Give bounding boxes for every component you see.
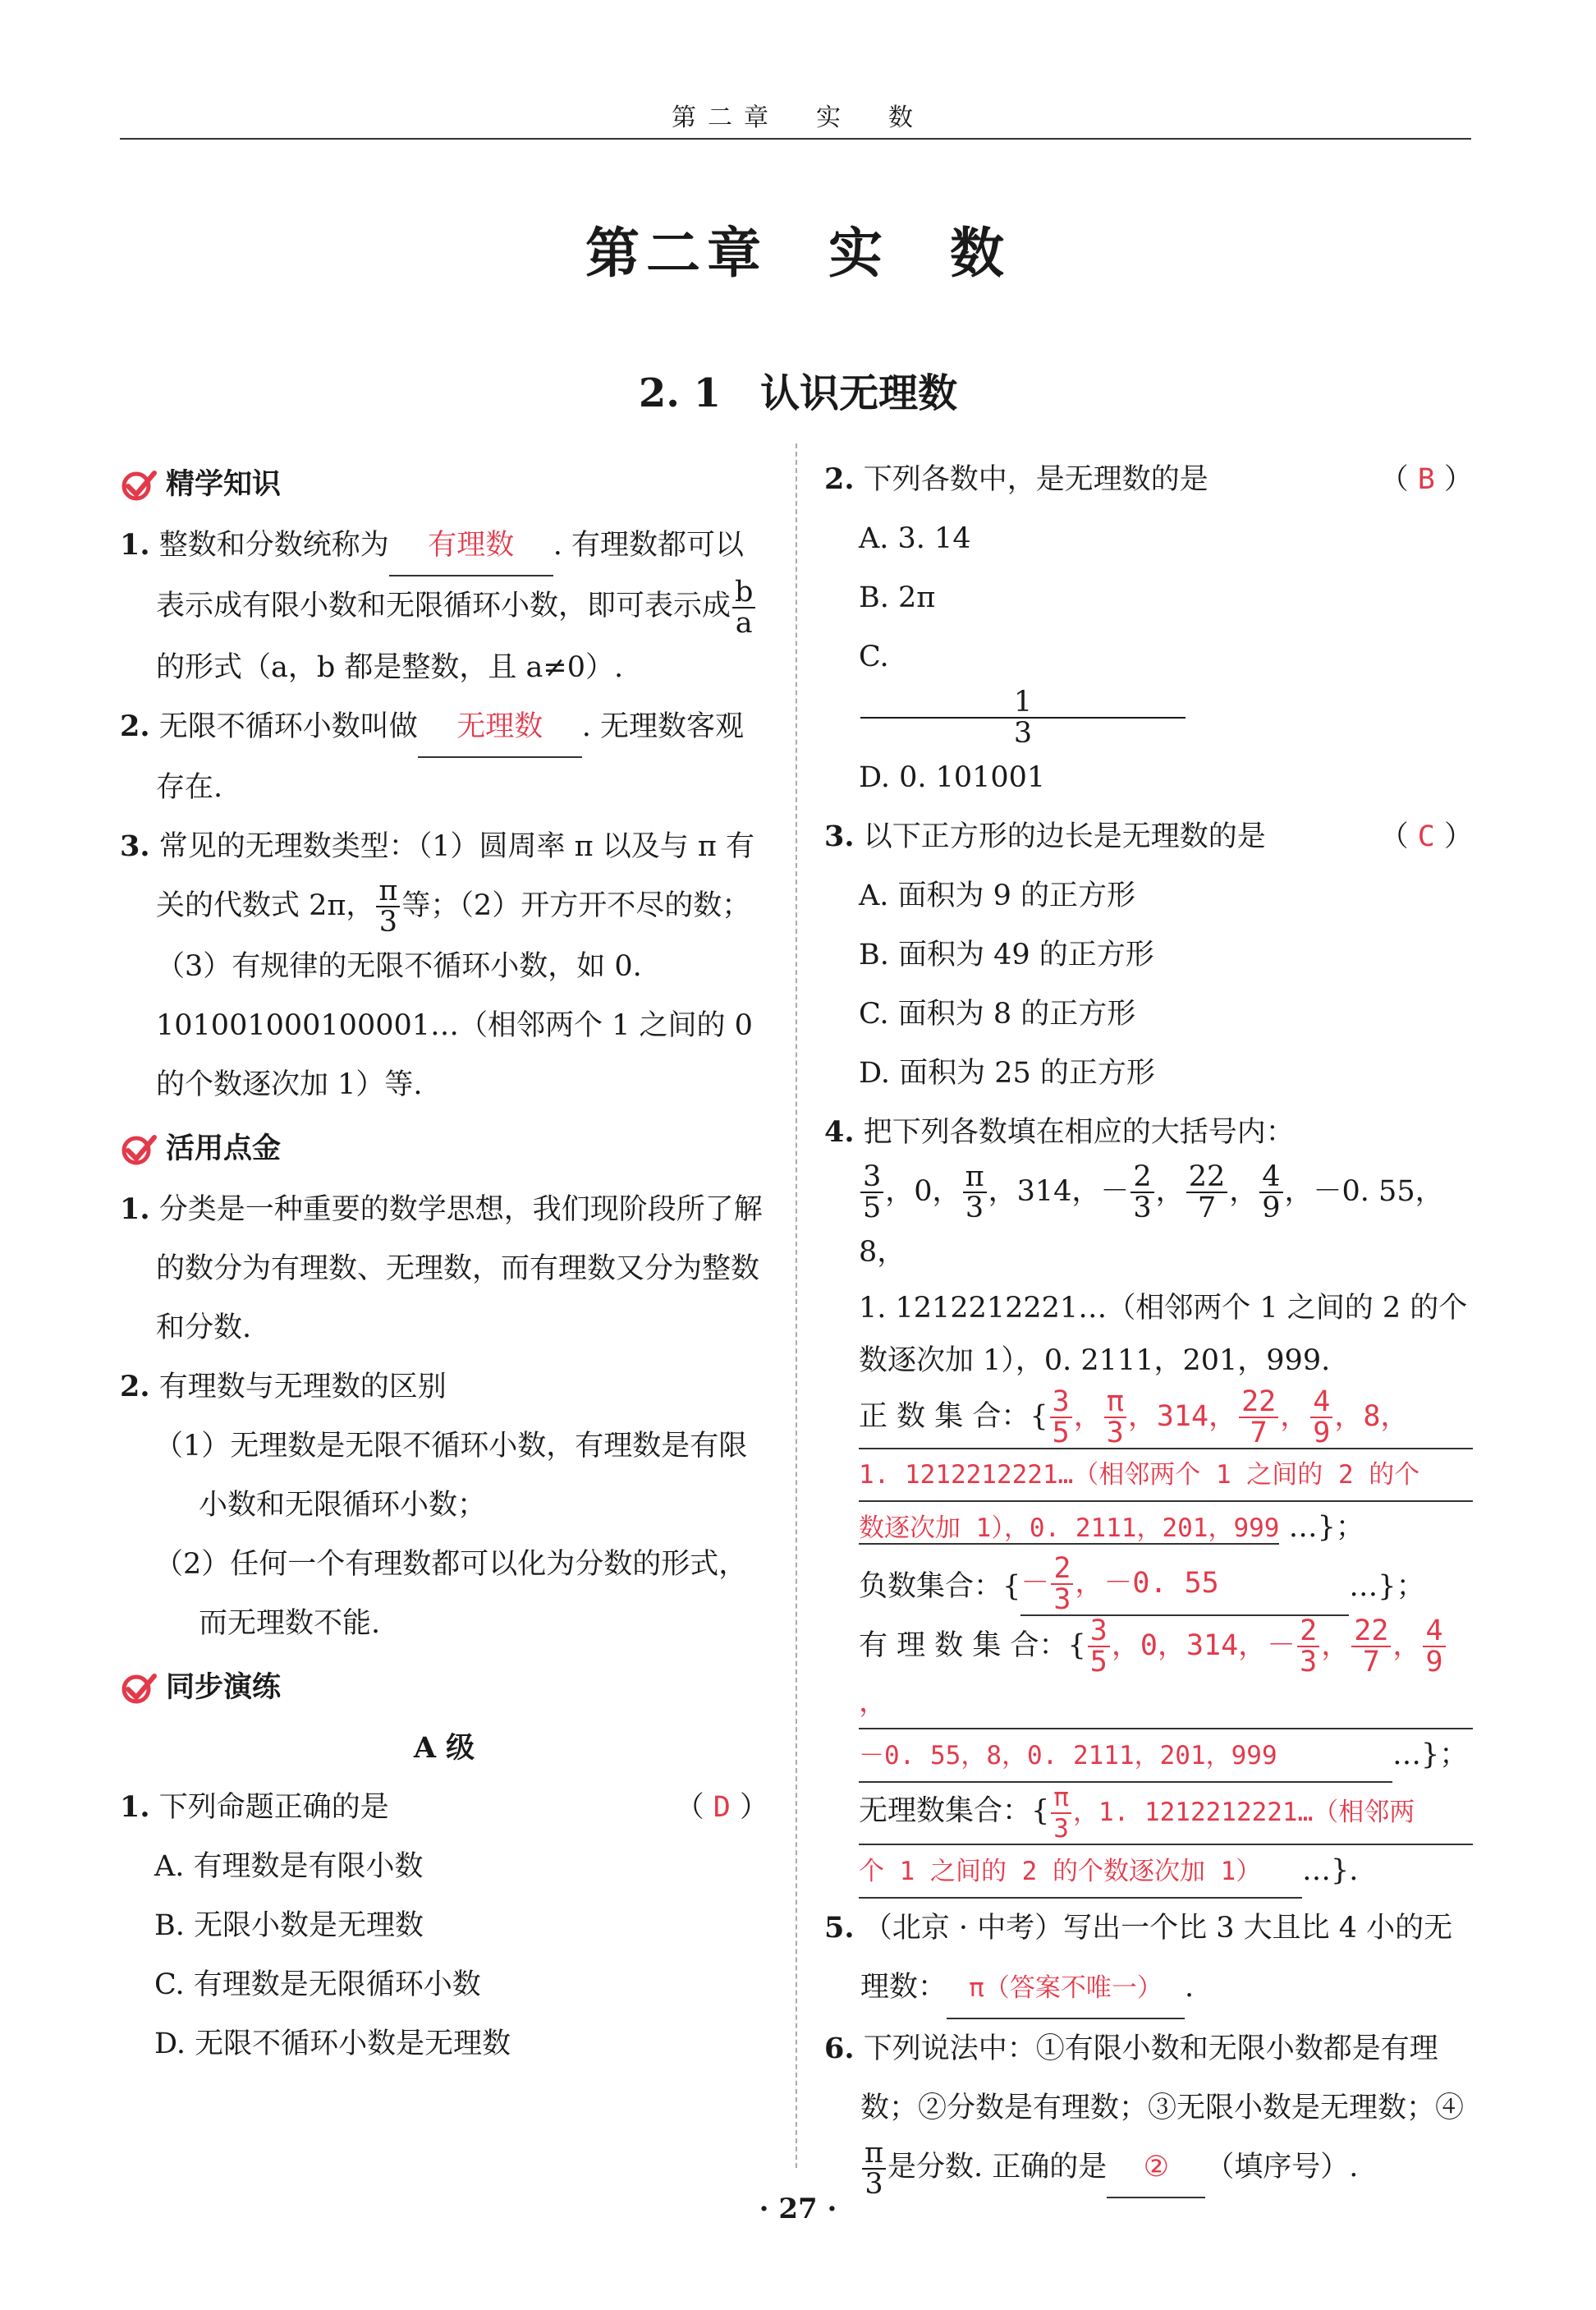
numerator: 4 [1259,1162,1282,1193]
q3-option-a: A. 面积为 9 的正方形 [859,879,1136,912]
denominator: 7 [1250,1417,1268,1449]
text: （填序号）. [1205,2151,1359,2184]
q3-option-d: D. 面积为 25 的正方形 [859,1056,1155,1090]
item-number: 3. [824,819,855,853]
q3-option-c: C. 面积为 8 的正方形 [859,997,1136,1031]
set-line: 正 数 集 合：{ $\frac{3}{5}$ ， $\frac{\pi}{3}$ ，314， $\frac{22}{7}$ ， $\frac{4}{9}$ ，8， [859,1387,1473,1449]
set-content: $\frac{3}{5}$ ，0，314，－ $\frac{2}{3}$ ， $\frac{22}{7}$ ， $\frac{4}{9}$ ， [859,1629,1447,1719]
q4-number-list-2: 1. 1212212221…（相邻两个 1 之间的 2 的个数逐次加 1），0. 2111，201，999. [859,1292,1468,1377]
set-label: 负数集合： [859,1570,1003,1603]
numerator: 2 [1051,1554,1073,1585]
question-1 [120,1778,768,1837]
q2-options [824,509,1473,807]
item-number: 1. [120,1790,150,1824]
text: 无限不循环小数叫做 [158,710,418,743]
set-line: 有 理 数 集 合：{ $\frac{3}{5}$ ，0，314，－ $\frac{2}{3}$ ， $\frac{22}{7}$ ， $\frac{4}{9}$ ， [859,1616,1473,1729]
denominator: 3 [378,906,398,939]
sign: － [1020,1567,1050,1600]
knowledge-2 [120,697,768,817]
set-line: 1. 1212212221…（相邻两个 1 之间的 2 的个 [859,1449,1473,1502]
answer-slot: （ B ） [1379,463,1473,496]
text: ，－0. 55，8， [859,1174,1444,1269]
item-number: 6. [824,2032,855,2065]
item-number: 5. [824,1911,855,1945]
question-2 [824,450,1473,509]
item-number: 3. [120,829,150,863]
set-content [1020,1554,1349,1616]
numerator: π [1104,1387,1126,1418]
page-number: · 27 · [759,2193,837,2225]
heading-knowledge [120,455,768,514]
denominator: 9 [1313,1417,1331,1449]
q1-option-d: D. 无限不循环小数是无理数 [154,2028,511,2060]
application-1 [120,1180,768,1357]
denominator: 7 [1197,1192,1217,1224]
q1-option-b: B. 无限小数是无理数 [154,1909,424,1942]
numerator: 3 [1050,1387,1072,1418]
denominator: 9 [1425,1646,1443,1679]
fraction [1104,1387,1126,1448]
text: . 无理数客观存在. [156,710,744,804]
denominator: 7 [1362,1646,1380,1679]
heading-label: 同步演练 [166,1671,282,1704]
option-letter: C. [859,641,889,673]
numerator: 4 [1423,1616,1445,1647]
text: 等；（2）开方开不尽的数；（3）有规律的无限不循环小数，如 0. 101001000100001…（相邻两个 1 之间的 0 的个数逐次加 1）等. [156,889,753,1101]
denominator: 3 [1013,716,1033,750]
item-number: 2. [120,1370,150,1403]
application-2 [120,1357,768,1417]
fraction [1239,1387,1278,1448]
answer-slot: （ C ） [1379,820,1473,853]
numerator: 1 [860,687,1186,719]
right-column [824,450,1473,2199]
text: 把下列各数填在相应的大括号内： [863,1115,1295,1149]
answer-blank: π（答案不唯一） [947,1959,1185,2019]
denominator: 3 [1053,1814,1069,1844]
rational-set [824,1616,1473,1783]
fraction [862,2138,886,2199]
heading-application [120,1119,768,1178]
answer-blank: 无理数 [418,697,582,758]
text: 下列说法中：①有限小数和无限小数都是有理数；②分数是有理数；③无限小数是无理数；④ [860,2032,1465,2124]
level-label: A 级 [413,1731,475,1765]
ellipsis: … [1349,1570,1378,1603]
set-label: 无理数集合： [859,1794,1032,1828]
check-icon [120,1671,158,1704]
set-line: 无理数集合：{ $\frac{\pi}{3}$ ，1. 1212212221…（相邻两 [859,1783,1473,1845]
fraction [1423,1616,1445,1677]
text: 下列各数中，是无理数的是 [863,463,1208,496]
numerator: 22 [1351,1616,1391,1647]
heading-practice [120,1658,768,1717]
text: ，8， [1334,1400,1410,1433]
text: . 有理数都可以表示成有限小数和无限循环小数，即可表示成 [156,529,744,622]
fraction [732,577,755,638]
ellipsis: … [1302,1854,1331,1887]
fraction [860,687,1181,748]
section-title: 2. 1 认识无理数 [638,370,958,416]
numerator: 4 [1310,1387,1332,1418]
denominator: 3 [1053,1583,1071,1616]
text: （北京 · 中考）写出一个比 3 大且比 4 小的无理数： [860,1912,1453,2004]
answer-blank: ② [1107,2138,1205,2198]
fraction [1259,1162,1282,1223]
text: 有理数与无理数的区别 [158,1371,447,1403]
denominator: 5 [1052,1417,1070,1449]
answer: B [1417,463,1435,496]
header-rule [120,138,1471,140]
application-2-2: （2）任何一个有理数都可以化为分数的形式，而无理数不能. [154,1548,748,1640]
set-content: 个 1 之间的 2 的个数逐次加 1） [859,1846,1302,1899]
q1-option-c: C. 有理数是无限循环小数 [154,1968,481,2001]
text: 以下正方形的边长是无理数的是 [863,820,1266,853]
fraction [1186,1162,1228,1223]
item-number: 4. [824,1114,855,1149]
denominator: 5 [1089,1646,1108,1679]
column-divider [796,443,797,2168]
answer-blank: 有理数 [389,516,553,576]
question-5: 5. （北京 · 中考）写出一个比 3 大且比 4 小的无理数： π（答案不唯一） . [824,1899,1473,2019]
text: ，0，314，－ [1111,1629,1296,1662]
text: ，314， [1127,1400,1238,1433]
set-line: －0. 55，8，0. 2111，201，999 …}； [859,1738,1468,1771]
set-label: 有 理 数 集 合： [859,1629,1068,1662]
irrational-set [824,1783,1473,1899]
fraction [963,1162,987,1223]
knowledge-3 [120,817,768,1115]
fraction [1351,1616,1391,1677]
text: 常见的无理数类型：（1）圆周率 π 以及与 π 有关的代数式 2π， [156,829,754,922]
denominator: 5 [863,1192,882,1224]
application-2-1: （1）无理数是无限不循环小数，有理数是有限小数和无限循环小数； [154,1430,748,1522]
text: 分类是一种重要的数学思想，我们现阶段所了解的数分为有理数、无理数，而有理数又分为整数和分数. [156,1193,763,1344]
check-icon [120,1132,158,1165]
denominator: 3 [1300,1646,1318,1679]
heading-label: 精学知识 [166,468,282,501]
denominator: 3 [864,2167,883,2201]
set-label: 正 数 集 合： [859,1400,1030,1433]
text: ，0， [885,1174,961,1208]
text: 的形式（a，b 都是整数，且 a≠0）. [156,650,624,684]
denominator: 9 [1262,1192,1281,1224]
q1-option-a: A. 有理数是有限小数 [154,1850,424,1883]
chapter-title: 第二章 实 数 [585,221,1011,285]
numerator: 3 [860,1162,883,1193]
text: ，1. 1212212221…（相邻两 [1072,1797,1415,1827]
answer-slot: （ D ） [675,1791,768,1824]
q4-number-list: $\frac{3}{5}$ ，0， $\frac{\pi}{3}$ ，314，－ $\frac{2}{3}$ ， $\frac{22}{7}$ ， $\frac{4}{9}$ ，－0. 55，8， [859,1160,1444,1269]
fraction [1297,1616,1319,1677]
q2-option-d: D. 0. 101001 [859,760,1046,794]
set-line: 个 1 之间的 2 的个数逐次加 1） …}. [859,1854,1358,1887]
set-content: －0. 55，8，0. 2111，201，999 [859,1730,1392,1783]
question-6 [824,2019,1473,2199]
numerator: π [862,2138,886,2170]
text: 是分数. 正确的是 [887,2151,1108,2184]
text: ，314，－ [988,1174,1130,1208]
text: 下列命题正确的是 [158,1791,389,1824]
fraction [1051,1554,1073,1614]
item-number: 1. [120,528,150,562]
q3-option-b: B. 面积为 49 的正方形 [859,938,1154,971]
q2-option-c [859,627,1179,748]
text: 整数和分数统称为 [158,529,389,562]
ellipsis: … [1392,1738,1421,1771]
denominator: a [735,606,753,640]
positive-set [824,1387,1473,1554]
fraction [1051,1783,1071,1844]
fraction [1310,1387,1332,1448]
running-header: 第二章 实 数 [672,103,924,132]
answer: D [713,1791,731,1824]
numerator: 22 [1186,1162,1228,1193]
numerator: 22 [1239,1387,1278,1418]
knowledge-1 [120,516,768,697]
q2-option-a: A. 3. 14 [859,522,971,555]
ellipsis: … [1288,1511,1318,1544]
left-column [120,450,768,2073]
numerator: 3 [1088,1616,1110,1647]
check-icon [120,468,158,501]
numerator: π [376,876,400,907]
item-number: 2. [824,462,855,496]
fraction [1050,1387,1072,1448]
denominator: 3 [965,1192,984,1224]
fraction [860,1162,883,1223]
denominator: 3 [1133,1192,1152,1224]
fraction [376,876,400,937]
set-content: $\frac{3}{5}$ ， $\frac{\pi}{3}$ ，314， $\frac{22}{7}$ ， $\frac{4}{9}$ ，8， [1048,1400,1410,1433]
item-number: 2. [120,709,150,743]
text: ，－0. 55 [1075,1567,1219,1600]
numerator: π [1051,1783,1071,1814]
numerator: b [732,577,755,608]
numerator: π [963,1162,987,1193]
question-3 [824,807,1473,866]
item-number: 1. [120,1192,150,1226]
heading-label: 活用点金 [166,1132,282,1165]
numerator: 2 [1297,1616,1319,1647]
answer: C [1417,820,1435,853]
denominator: 3 [1106,1417,1124,1449]
set-content: 数逐次加 1），0. 2111，201，999 [859,1513,1280,1543]
fraction [1130,1162,1153,1223]
negative-set: 负数集合：{－ $\frac{2}{3}$ ，－0. 55 …}； [859,1552,1425,1616]
question-4 [824,1103,1473,1162]
numerator: 2 [1130,1162,1153,1193]
q2-option-b: B. 2π [859,581,936,614]
fraction [1088,1616,1110,1677]
set-line: 数逐次加 1），0. 2111，201，999 …}； [859,1511,1364,1544]
